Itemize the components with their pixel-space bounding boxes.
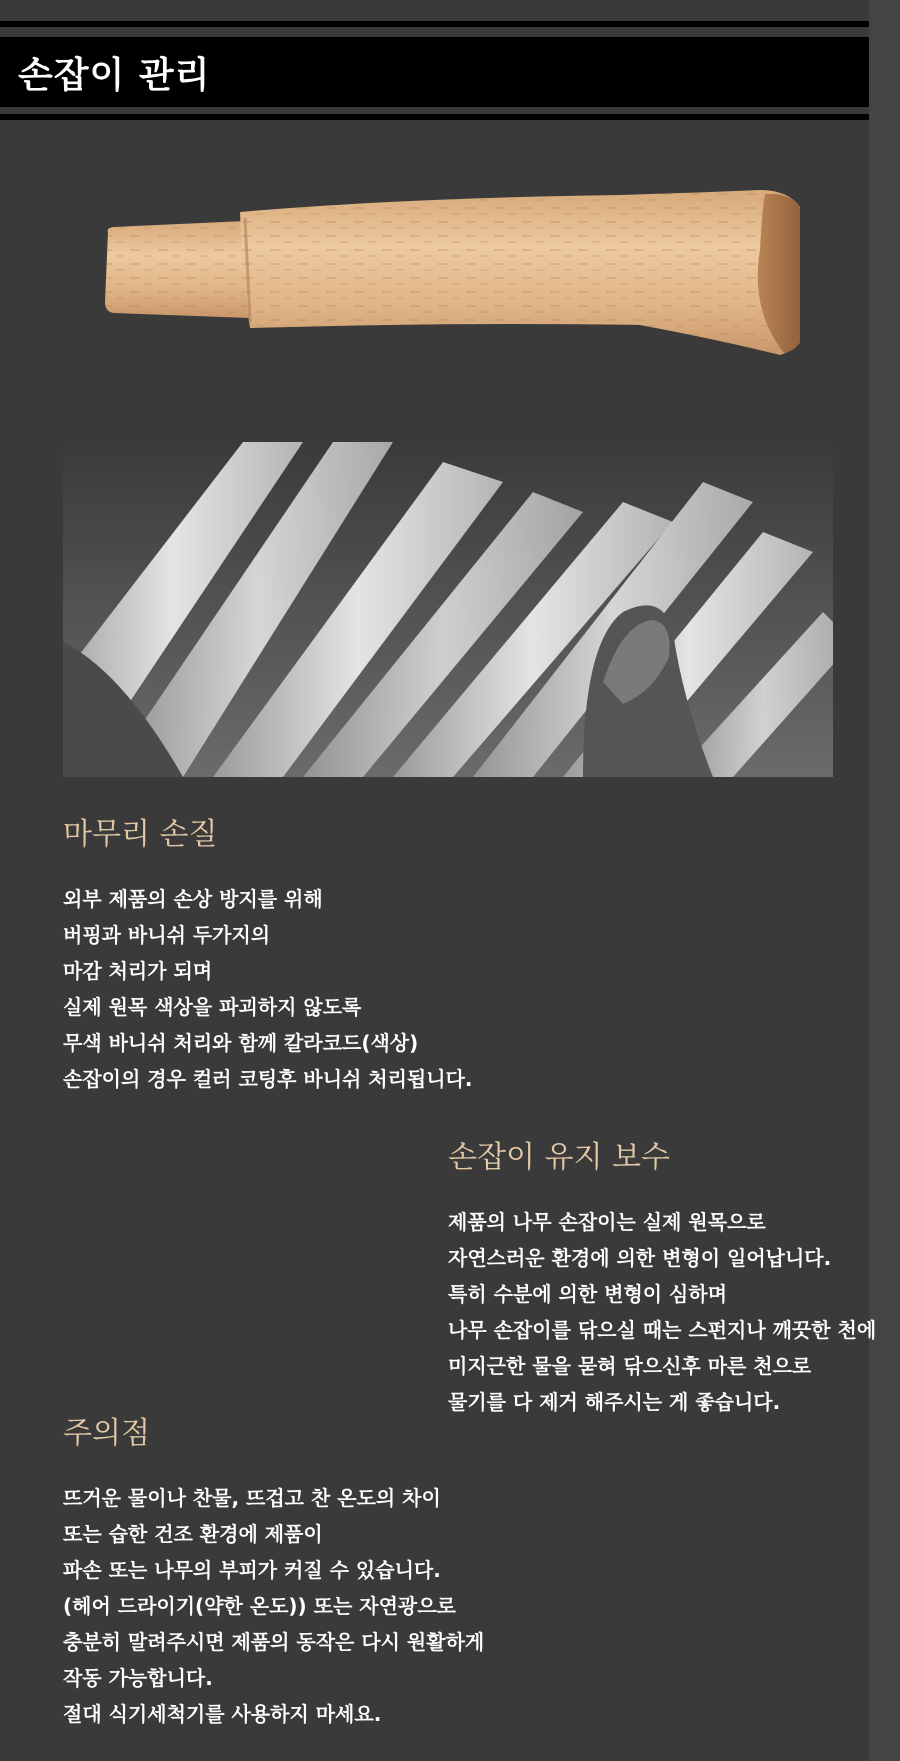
text-line: 제품의 나무 손잡이는 실제 원목으로 xyxy=(448,1210,766,1234)
section-caution-body xyxy=(63,1480,484,1732)
text-line: 외부 제품의 손상 방지를 위해 xyxy=(63,887,323,911)
text-line: 파손 또는 나무의 부피가 커질 수 있습니다. xyxy=(63,1558,441,1582)
section-caution-title: 주의점 xyxy=(63,1416,150,1451)
text-line: 손잡이의 경우 컬러 코팅후 바니쉬 처리됩니다. xyxy=(63,1067,473,1091)
text-line: 절대 식기세척기를 사용하지 마세요. xyxy=(63,1702,382,1726)
section-maintenance xyxy=(448,1138,876,1420)
text-line: 뜨거운 물이나 찬물, 뜨겁고 찬 온도의 차이 xyxy=(63,1486,441,1510)
text-line: 미지근한 물을 묻혀 닦으신후 마른 천으로 xyxy=(448,1354,812,1378)
page-title: 손잡이 관리 xyxy=(18,54,211,96)
text-line: 자연스러운 환경에 의한 변형이 일어납니다. xyxy=(448,1246,832,1270)
section-maintenance-title: 손잡이 유지 보수 xyxy=(448,1140,670,1175)
section-finishing-title: 마무리 손질 xyxy=(63,817,218,852)
text-line: 특히 수분에 의한 변형이 심하며 xyxy=(448,1282,728,1306)
text-line: 작동 가능합니다. xyxy=(63,1666,213,1690)
title-bar xyxy=(0,37,869,107)
text-line: 무색 바니쉬 처리와 함께 칼라코드(색상) xyxy=(63,1031,419,1055)
section-finishing-body xyxy=(63,881,473,1097)
section-finishing xyxy=(63,815,473,1097)
header-rule-top xyxy=(0,21,869,27)
wood-pieces-photo xyxy=(63,442,833,777)
text-line: 충분히 말려주시면 제품의 동작은 다시 원활하게 xyxy=(63,1630,485,1654)
header-rule-bottom xyxy=(0,114,869,120)
section-maintenance-body xyxy=(448,1204,876,1420)
text-line: 실제 원목 색상을 파괴하지 않도록 xyxy=(63,995,362,1019)
section-caution xyxy=(63,1414,484,1732)
right-edge-strip xyxy=(869,0,900,1761)
text-line: 또는 습한 건조 환경에 제품이 xyxy=(63,1522,323,1546)
text-line: 버핑과 바니쉬 두가지의 xyxy=(63,923,271,947)
text-line: 마감 처리가 되며 xyxy=(63,959,213,983)
text-line: 물기를 다 제거 해주시는 게 좋습니다. xyxy=(448,1390,781,1414)
text-line: 나무 손잡이를 닦으실 때는 스펀지나 깨끗한 천에 xyxy=(448,1318,877,1342)
wooden-handle-image xyxy=(100,190,800,380)
text-line: (헤어 드라이기(약한 온도)) 또는 자연광으로 xyxy=(63,1594,456,1618)
